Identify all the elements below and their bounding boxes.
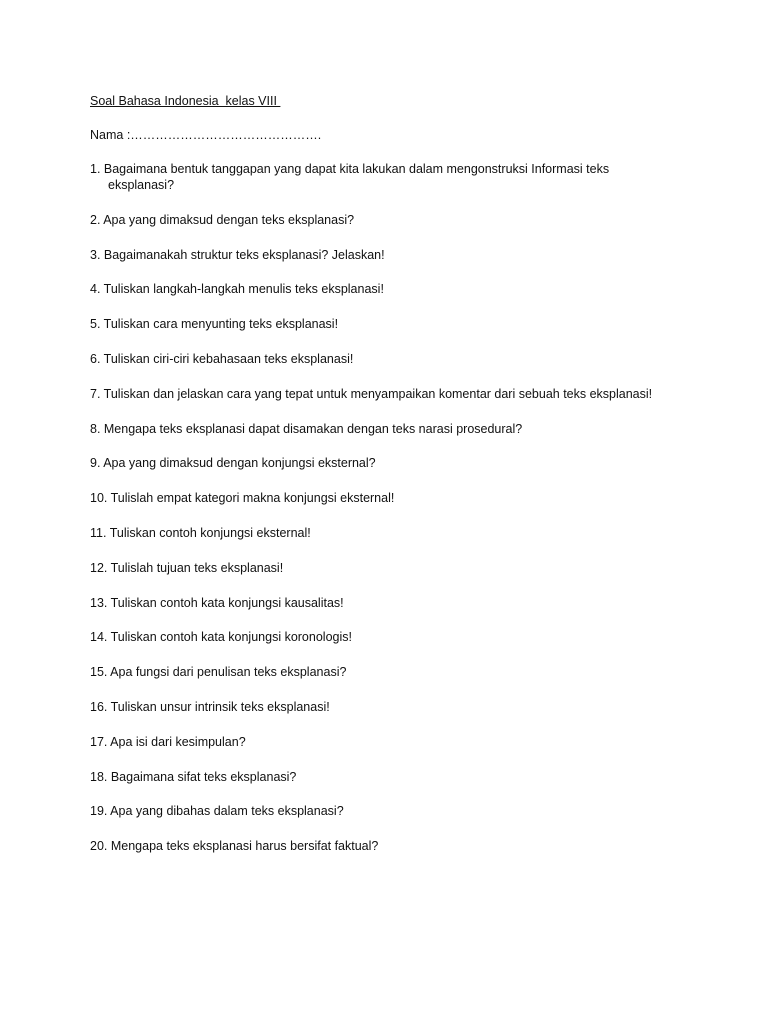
question-text: 14. Tuliskan contoh kata konjungsi koronologis! (90, 630, 352, 645)
question-item (90, 699, 690, 715)
question-item (90, 161, 690, 193)
question-item (90, 421, 690, 437)
name-line: Nama :………………………………………. (90, 128, 322, 142)
question-item (90, 664, 690, 680)
question-item (90, 316, 690, 332)
question-item (90, 629, 690, 645)
question-text: 9. Apa yang dimaksud dengan konjungsi eksternal? (90, 456, 376, 471)
question-text: 17. Apa isi dari kesimpulan? (90, 734, 246, 749)
question-item (90, 595, 690, 611)
question-text: 13. Tuliskan contoh kata konjungsi kausalitas! (90, 595, 344, 610)
question-text: 1. Bagaimana bentuk tanggapan yang dapat kita lakukan dalam mengonstruksi Informasi teks (90, 162, 610, 176)
question-item (90, 247, 690, 263)
question-item (90, 281, 690, 297)
question-item (90, 560, 690, 576)
question-item (90, 838, 690, 854)
question-item (90, 490, 690, 506)
question-text: 7. Tuliskan dan jelaskan cara yang tepat untuk menyampaikan komentar dari sebuah teks eksplanasi! (90, 386, 653, 401)
question-text-continuation: eksplanasi? (108, 178, 175, 192)
question-text: 3. Bagaimanakah struktur teks eksplanasi? Jelaskan! (90, 247, 385, 262)
question-item (90, 455, 690, 471)
question-item (90, 769, 690, 785)
question-item (90, 212, 690, 228)
question-item (90, 803, 690, 819)
question-text: 12. Tulislah tujuan teks eksplanasi! (90, 560, 284, 575)
question-item (90, 386, 690, 402)
question-text: 15. Apa fungsi dari penulisan teks eksplanasi? (90, 665, 347, 680)
question-text: 11. Tuliskan contoh konjungsi eksternal! (90, 525, 311, 540)
question-text: 18. Bagaimana sifat teks eksplanasi? (90, 769, 297, 784)
question-text: 8. Mengapa teks eksplanasi dapat disamakan dengan teks narasi prosedural? (90, 421, 523, 436)
question-text: 6. Tuliskan ciri-ciri kebahasaan teks eksplanasi! (90, 351, 354, 366)
question-text: 5. Tuliskan cara menyunting teks eksplanasi! (90, 317, 339, 332)
question-item (90, 525, 690, 541)
document-title: Soal Bahasa Indonesia kelas VIII (90, 94, 281, 108)
question-item (90, 734, 690, 750)
question-text: 4. Tuliskan langkah-langkah menulis teks eksplanasi! (90, 282, 384, 297)
question-text: 19. Apa yang dibahas dalam teks eksplanasi? (90, 804, 344, 819)
question-text: 2. Apa yang dimaksud dengan teks eksplanasi? (90, 212, 355, 227)
question-text: 20. Mengapa teks eksplanasi harus bersifat faktual? (90, 839, 379, 854)
question-item (90, 351, 690, 367)
question-text: 10. Tulislah empat kategori makna konjungsi eksternal! (90, 491, 395, 506)
question-text: 16. Tuliskan unsur intrinsik teks eksplanasi! (90, 699, 330, 714)
question-list (90, 161, 690, 873)
